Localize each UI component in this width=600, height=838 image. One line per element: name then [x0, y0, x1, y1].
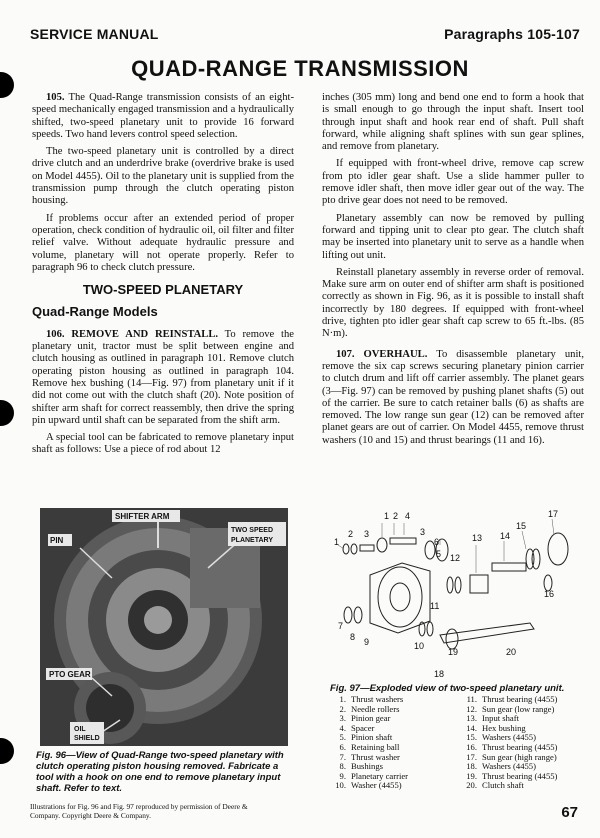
callout-number: 12 — [450, 553, 461, 563]
legend-text: Washers (4455) — [482, 761, 536, 772]
paragraph-106-b: A special tool can be fabricated to remove planetary input shaft as follows: Use a piece of rod about 12 — [32, 432, 294, 456]
legend-text: Input shaft — [482, 713, 519, 724]
legend-number: 10. — [335, 780, 346, 791]
callout-number: 14 — [500, 531, 511, 541]
legend-number: 13. — [466, 713, 477, 724]
legend-text: Planetary carrier — [351, 770, 409, 781]
callout-number: 13 — [472, 533, 483, 543]
callout-number: 9 — [364, 637, 370, 647]
paragraph-105-c: If problems occur after an extended period of proper operation, check condition of hydraulic oil, oil filter and filter relief valve. Without adequate hydraulic pressure and volume, planetary will not operate properly. Refer to paragraph 96 to check clutch pressure. — [32, 212, 294, 273]
callout-number: 17 — [548, 509, 559, 519]
legend-text: Bushings — [351, 761, 383, 772]
legend-number: 15. — [466, 732, 477, 743]
callout-number: 6 — [434, 537, 440, 547]
fig97-exploded-diagram — [330, 505, 580, 683]
legend-text: Thrust washer — [351, 751, 400, 762]
callout-number: 11 — [430, 601, 440, 611]
callout-number: 20 — [506, 647, 517, 657]
subsection-heading: Quad-Range Models — [32, 304, 158, 320]
legend-number: 17. — [466, 751, 477, 762]
legend-text: Pinion gear — [351, 713, 391, 724]
callout-number: 18 — [434, 669, 445, 679]
legend-number: 2. — [339, 703, 346, 714]
photo-label: SHIFTER ARM — [115, 512, 170, 521]
photo-label: TWO SPEED — [231, 527, 274, 534]
photo-label: PLANETARY — [231, 537, 273, 544]
legend-text: Sun gear (high range) — [482, 751, 557, 762]
running-header-right: Paragraphs 105-107 — [444, 26, 580, 42]
paragraph-removal: Planetary assembly can now be removed by pulling forward and tipping unit to clear pto gear. The clutch shaft may be inserted into planetary unit to serve as a handle when lifting out unit. — [322, 212, 584, 261]
fig96-caption: Fig. 96—View of Quad-Range two-speed planetary with clutch operating piston housing removed. Fabricate a tool with a hook on one end to remove planetary input shaft. Refer to text. — [36, 750, 284, 794]
legend-number: 5. — [339, 732, 346, 743]
legend-text: Sun gear (low range) — [482, 703, 555, 714]
legend-number: 20. — [466, 780, 477, 791]
legend-number: 6. — [339, 741, 346, 752]
callout-number: 10 — [414, 641, 425, 651]
callout-number: 8 — [350, 632, 356, 642]
legend-text: Washer (4455) — [351, 780, 402, 791]
paragraph-107-text: To disassemble planetary unit, remove the six cap screws securing planetary pinion carrier to clutch drum and lift off carrier assembly. The planet gears (3—Fig. 97) can be removed by pushing planet shafts (5) out of the carrier. Be sure to catch retainer balls (6) as shafts are removed. The low range sun gear (12) can be removed after planet gears are out of carrier. On Model 4455, remove thrust washers (10 and 15) and thrust bearings (11 and 16). — [322, 348, 584, 446]
legend-number: 11. — [466, 694, 477, 704]
callout-number: 5 — [436, 549, 442, 559]
exploded-view-drawing — [330, 505, 580, 683]
photo-label: PIN — [50, 536, 64, 545]
photo-label: PTO GEAR — [49, 670, 91, 679]
legend-number: 8. — [339, 761, 346, 772]
callout-number: 7 — [338, 621, 344, 631]
legend-text: Thrust bearing (4455) — [482, 741, 558, 752]
legend-text: Thrust bearing (4455) — [482, 694, 558, 704]
paragraph-105-b: The two-speed planetary unit is controlled by a direct drive clutch and an underdrive brake (overdrive brake is used on Model 4455). Oil to the planetary unit is supplied from the transmission pump through the clutch operating piston housing. — [32, 146, 294, 207]
section-heading: TWO-SPEED PLANETARY — [82, 282, 244, 298]
legend-text: Clutch shaft — [482, 780, 524, 791]
page-title: QUAD-RANGE TRANSMISSION — [131, 56, 469, 81]
legend-number: 16. — [466, 741, 477, 752]
binder-hole — [0, 738, 14, 764]
page-number: 67 — [561, 804, 578, 821]
paragraph-heading: 107. OVERHAUL. — [336, 348, 428, 360]
fig97-legend — [330, 695, 592, 791]
callout-number: 19 — [448, 647, 459, 657]
legend-text: Thrust bearing (4455) — [482, 770, 558, 781]
legend-number: 7. — [339, 751, 346, 762]
right-column — [322, 92, 584, 452]
paragraph-continued: inches (305 mm) long and bend one end to form a hook that is small enough to go through the input shaft. Insert tool through input shaft and hook rear end of shaft. Pull shaft forward, while aligning shaft splines with sun gear splines, and remove from planetary. — [322, 92, 584, 153]
callout-number: 3 — [364, 529, 370, 539]
running-header-left: SERVICE MANUAL — [30, 26, 159, 42]
legend-number: 14. — [466, 722, 477, 733]
legend-number: 12. — [466, 703, 477, 714]
legend-number: 4. — [339, 722, 346, 733]
legend-text: Spacer — [351, 722, 375, 733]
photo-label: OIL — [74, 726, 86, 733]
legend-text: Thrust washers — [351, 694, 404, 704]
paragraph-fwd: If equipped with front-wheel drive, remove cap screw from pto idler gear shaft. Use a slide hammer puller to remove idler shaft, then move idler gear out of the way. The pto drive gear does not need to be removed. — [322, 158, 584, 207]
photo-label: SHIELD — [74, 735, 100, 742]
legend-number: 19. — [466, 770, 477, 781]
callout-number: 1 — [384, 511, 390, 521]
fig97-caption: Fig. 97—Exploded view of two-speed planetary unit. — [330, 683, 565, 694]
legend-number: 3. — [339, 713, 346, 724]
legend-text: Washers (4455) — [482, 732, 536, 743]
callout-number: 3 — [420, 527, 426, 537]
callout-number: 2 — [348, 529, 354, 539]
legend-text: Needle rollers — [351, 703, 400, 714]
legend-text: Pinion shaft — [351, 732, 393, 743]
callout-number: 2 — [393, 511, 399, 521]
paragraph-105-text: The Quad-Range transmission consists of an eight-speed mechanically engaged transmission and a hydraulically shifted, two-speed planetary unit to provide 16 forward speeds. Two hand levers control speed selection. — [32, 92, 294, 140]
callout-number: 1 — [334, 537, 340, 547]
paragraph-heading: 106. REMOVE AND REINSTALL. — [46, 328, 219, 340]
paragraph-reinstall: Reinstall planetary assembly in reverse order of removal. Make sure arm on outer end of shifter arm shaft is positioned correctly as shown in Fig. 96, as it is possible to install shaft incorrectly by 180 degrees. If equipped with front-wheel drive, tighten pto idler gear shaft cap screw to 65 ft.-lbs. (85 N·m). — [322, 266, 584, 340]
legend-text: Retaining ball — [351, 741, 400, 752]
binder-hole — [0, 400, 14, 426]
callout-number: 4 — [405, 511, 411, 521]
planetary-photo-illustration — [40, 508, 288, 746]
paragraph-106-text: To remove the planetary unit, tractor must be split between engine and clutch housing as outlined in paragraph 101. Remove clutch operating piston housing as outlined in paragraph 104. Remove hex bushing (14—Fig. 97) from planetary unit if it did not come out with the clutch shaft (20). Note position of shifter arm shaft for correct reassembly, then drive the spring pin upward until shaft can be separated from the shift arm. — [32, 328, 294, 426]
illustration-credit: Illustrations for Fig. 96 and Fig. 97 reproduced by permission of Deere & Company. Copyright Deere & Company. — [30, 802, 248, 820]
fig96-photo — [40, 508, 288, 746]
callout-number: 15 — [516, 521, 527, 531]
legend-text: Hex bushing — [482, 722, 526, 733]
paragraph-number: 105. — [46, 92, 65, 103]
legend-number: 18. — [466, 761, 477, 772]
left-column — [32, 92, 294, 462]
legend-number: 1. — [339, 694, 346, 704]
legend-number: 9. — [339, 770, 346, 781]
callout-number: 16 — [544, 589, 555, 599]
